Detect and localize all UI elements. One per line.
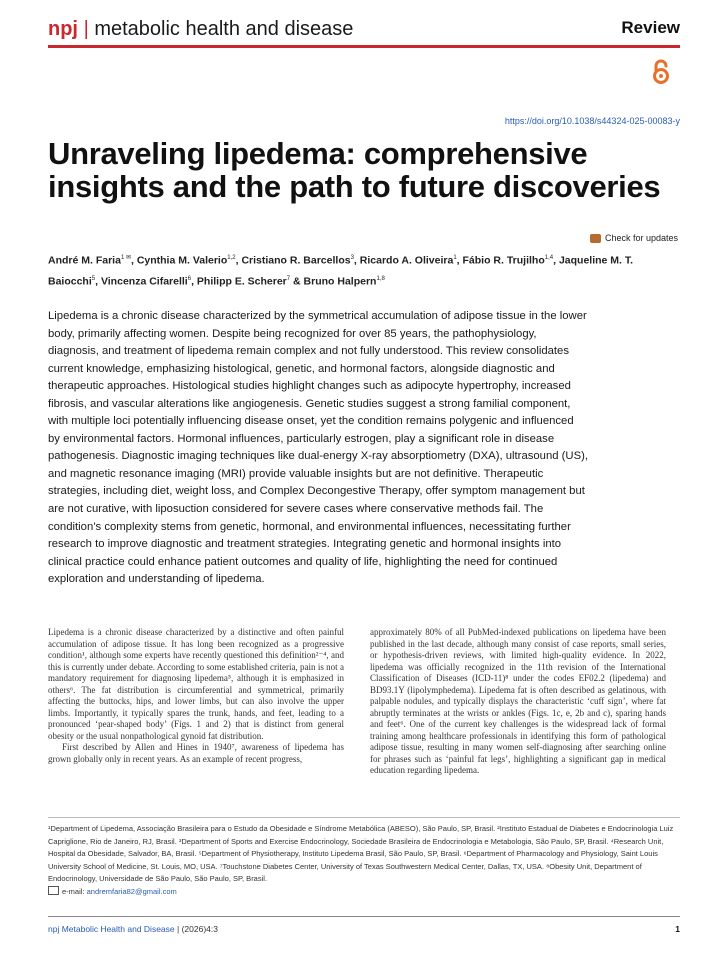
footer-separator: |: [174, 924, 182, 934]
affiliations-rule: [48, 817, 680, 818]
author-separator: &: [290, 275, 304, 287]
affiliations: [48, 823, 680, 899]
author-separator: ,: [235, 254, 242, 267]
affiliations-text: ¹Department of Lipedema, Associação Brasileira para o Estudo da Obesidade e Síndrome Metabólica (ABESO), São Paulo, SP, Brasil. ²Instituto Estadual de Diabetes e Endocrinologia Luiz Capriglione, Rio de Janeiro, RJ, Brasil. ³Department of Sports and Exercise Endocrinology, Sociedade Brasileira de Endocrinologia e Metabologia, São Paulo, SP, Brasil. ⁴Research Unit, Hospital da Obesidade, Salvador, BA, Brasil. ⁵Department of Physiotherapy, Instituto Lipedema Brasil, São Paulo, SP, Brasil. ⁶Department of Pharmacology and Physiology, Saint Louis University School of Medicine, St. Louis, MO, USA. ⁷Touchstone Diabetes Center, University of Texas Southwestern Medical Center, Dallas, TX, USA. ⁸Obesity Unit, Department of Endocrinology, Universidade de São Paulo, São Paulo, SP, Brasil.: [48, 824, 674, 884]
footer-rule: [48, 916, 680, 917]
check-for-updates-label: Check for updates: [604, 233, 678, 243]
author-separator: ,: [191, 275, 197, 287]
body-paragraph: First described by Allen and Hines in 1940⁷, awareness of lipedema has grown globally only in recent years. As an example of recent progress,: [48, 742, 344, 764]
author-name[interactable]: Cristiano R. Barcellos: [241, 254, 351, 267]
author-list: [48, 249, 678, 290]
author-name[interactable]: Jaqueline M. T. Baiocchi: [48, 254, 634, 287]
author-name[interactable]: Ricardo A. Oliveira: [359, 254, 454, 267]
npj-logo: npj: [48, 18, 78, 40]
author-affiliation-marker: 6: [187, 275, 192, 282]
email-label: e-mail:: [62, 886, 85, 896]
author-separator: ,: [353, 254, 360, 267]
body-column-right: [370, 627, 666, 777]
author-name[interactable]: Vincenza Cifarelli: [100, 275, 188, 287]
email-icon: [48, 886, 59, 895]
doi-link[interactable]: https://doi.org/10.1038/s44324-025-00083-y: [504, 116, 680, 126]
footer-volume: (2026)4:3: [181, 924, 218, 934]
author-affiliation-marker: 5: [91, 275, 96, 282]
author-name[interactable]: Fábio R. Trujilho: [462, 254, 545, 267]
check-for-updates-button[interactable]: [590, 233, 678, 243]
journal-header: [48, 16, 680, 46]
author-affiliation-marker: 7: [286, 275, 291, 282]
header-separator: |: [83, 18, 89, 40]
abstract: Lipedema is a chronic disease characterized by the symmetrical accumulation of adipose tissue in the lower body, primarily affecting women. Despite being recognized for over 85 years, the pathophysiology, diagnosis, and treatment of lipedema remain complex and not fully understood. This review consolidates current knowledge, emphasizing histological, genetic, and hormonal factors, alongside diagnostic and therapeutic approaches. Histological studies highlight changes such as adipocyte hypertrophy, increased fibrosis, and vascular alterations like angiogenesis. Genetic studies suggest a strong familial component, with multiple loci potentially influencing disease onset, yet the condition remains polygenic and influenced by environmental factors. Hormonal influences, particularly estrogen, play a significant role in disease pathogenesis. Diagnostic imaging techniques like dual-energy X-ray absorptiometry (DXA), ultrasound (US), and magnetic resonance imaging (MRI) provide valuable insights but are not definitive. Therapeutic strategies, including diet, weight loss, and Complex Decongestive Therapy, offer symptom management but are not curative, with liposuction considered for severe cases where conservative methods fail. The condition’s complexity stems from genetic, hormonal, and environmental influences, necessitating further research to improve diagnostic and treatment strategies. Integrating genetic and hormonal insights into clinical practice could enhance patient outcomes and quality of life, highlighting the need for continued exploration and understanding of lipedema.: [48, 310, 588, 586]
page-number: 1: [675, 924, 680, 934]
author-affiliation-marker: 1,8: [376, 275, 385, 282]
author-separator: ,: [553, 254, 559, 267]
author-separator: ,: [95, 275, 101, 287]
article-type: Review: [621, 18, 680, 37]
footer-citation: [48, 924, 218, 934]
author-affiliation-marker: 1 ✉: [120, 255, 131, 261]
author-affiliation-marker: 1,2: [227, 255, 236, 261]
body-paragraph: approximately 80% of all PubMed-indexed publications on lipedema have been published in the last decade, although many consist of case reports, small series, or hypothesis-driven reviews, with limited high-quality evidence. In 2022, lipedema was officially recognized in the 11th revision of the International Classification of Diseases (ICD-11)⁸ under the codes EF02.2 (lipedema) and BD93.1Y (lipolymphedema). Lipedema fat is often described as gelatinous, with palpable nodules, and typically displays the characteristic ‘cuff sign’, where fat abruptly terminates at the wrists or ankles (Figs. 1c, e, 2b and c), sparing hands and feet⁶. One of the current key challenges is the widespread lack of formal training among healthcare professionals in identifying this form of pathological adipose tissue, resulting in many women self-diagnosing after searching online for phrases such as ‘painful fat legs’, highlighting a significant gap in medical education regarding lipedema.: [370, 627, 666, 775]
body-paragraph: Lipedema is a chronic disease characterized by a distinctive and often painful accumulation of adipose tissue. It has long been recognized as a progressive condition¹, although some experts have recently questioned this definition²⁻⁴, and this is currently under debate. According to some established criteria, pain is not a mandatory requirement for diagnosing lipedema⁵, although it is emphasized in others⁶. The fat distribution is circumferential and symmetrical, primarily affecting the buttocks, hips, and lower limbs, but can also involve the upper limbs. Importantly, it typically spares the trunk, hands, and feet, leading to a pronounced ‘pear-shaped body’ (Figs. 1 and 2) that is distinct from general obesity or the usual nonpathological gynoid fat distribution.: [48, 627, 344, 741]
author-affiliation-marker: 1: [453, 255, 457, 261]
footer-journal-link[interactable]: npj Metabolic Health and Disease: [48, 924, 175, 934]
journal-name: metabolic health and disease: [94, 18, 354, 40]
author-name[interactable]: Bruno Halpern: [303, 275, 377, 287]
author-affiliation-marker: 3: [350, 255, 354, 261]
author-affiliation-marker: 1,4: [544, 255, 554, 261]
open-access-icon[interactable]: [650, 57, 672, 85]
author-name[interactable]: Philipp E. Scherer: [196, 275, 287, 287]
check-for-updates-icon: [590, 234, 601, 243]
email-address[interactable]: andremfaria82@gmail.com: [86, 886, 177, 896]
author-separator: ,: [130, 254, 137, 267]
author-separator: ,: [456, 254, 463, 267]
journal-title[interactable]: [48, 18, 353, 41]
author-name[interactable]: Cynthia M. Valerio: [136, 254, 228, 267]
body-column-left: [48, 627, 344, 765]
header-rule: [48, 45, 680, 48]
article-title: Unraveling lipedema: comprehensive insights and the path to future discoveries: [48, 136, 661, 204]
author-name[interactable]: André M. Faria: [48, 254, 121, 267]
